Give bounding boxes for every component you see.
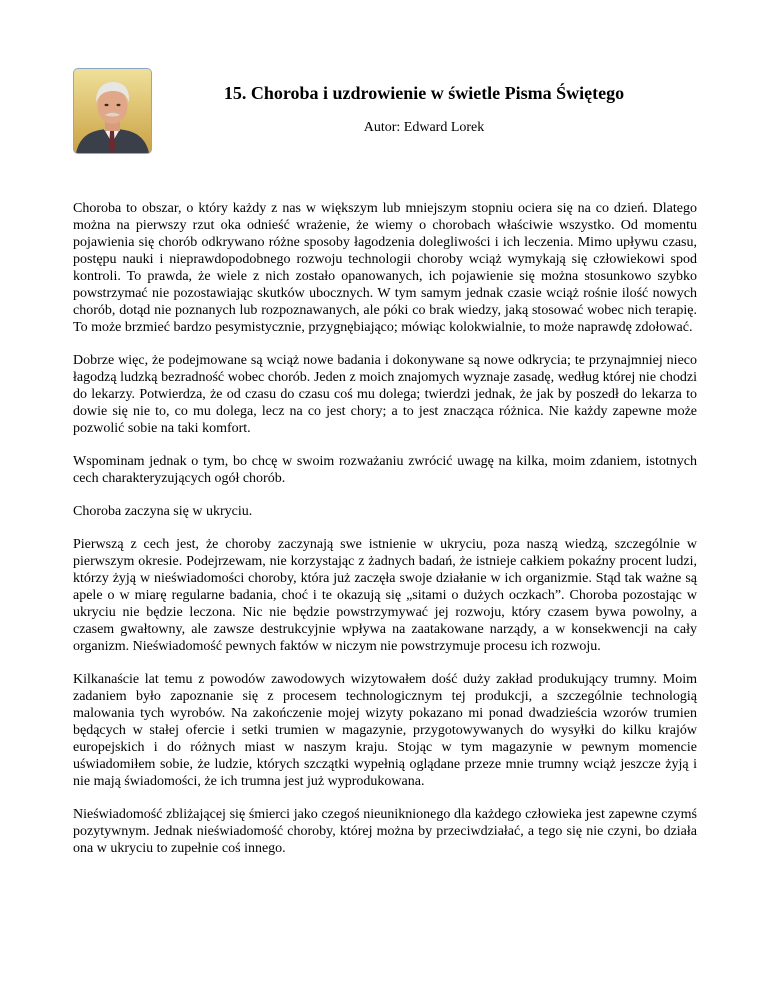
author-portrait (73, 68, 152, 154)
paragraph: Dobrze więc, że podejmowane są wciąż nowe badania i dokonywane są nowe odkrycia; te przynajmniej nieco łagodzą ludzką bezradność wobec chorób. Jeden z moich znajomych wyznaje zasadę, według której nie chodzi do lekarzy. Potwierdza, że od czasu do czasu coś mu dolega; twierdzi jednak, że jak by poszedł do lekarza to dowie się nie to, co mu dolega, lecz na co jest chory; a to jest znacząca różnica. Nie każdy zapewne może pozwolić sobie na taki komfort. (73, 353, 697, 436)
author-line: Autor: Edward Lorek (363, 120, 485, 135)
paragraph: Wspominam jednak o tym, bo chcę w swoim rozważaniu zwrócić uwagę na kilka, moim zdaniem, istotnych cech charakteryzujących ogół chorób. (73, 454, 697, 486)
paragraph: Nieświadomość zbliżającej się śmierci jako czegoś nieuniknionego dla każdego człowieka jest zapewne czymś pozytywnym. Jednak nieświadomość choroby, której można by przeciwdziałać, a tego się nie czyni, bo działa ona w ukryciu to zupełnie coś innego. (73, 807, 697, 856)
paragraph: Pierwszą z cech jest, że choroby zaczynają swe istnienie w ukryciu, poza naszą wiedzą, szczególnie w pierwszym okresie. Podejrzewam, nie korzystając z żadnych badań, że istnieje całkiem pokaźny procent ludzi, którzy żyją w nieświadomości choroby, która już zaczęła swoje działanie w ich organizmie. Stąd tak ważne są apele o w miarę regularne badania, choć i te okazują się „sitami o dużych oczkach”. Choroba pozostając w ukryciu nie będzie leczona. Nic nie będzie powstrzymywać jej rozwoju, który czasem bywa powolny, a czasem gwałtowny, ale zawsze destrukcyjnie wpływa na zaatakowane narządy, a w konsekwencji na cały organizm. Nieświadomość pewnych faktów w niczym nie powstrzymuje procesu ich rozwoju. (73, 537, 697, 654)
paragraph: Choroba to obszar, o który każdy z nas w większym lub mniejszym stopniu ociera się na co dzień. Dlatego można na pierwszy rzut oka odnieść wrażenie, że wiemy o chorobach właściwie wszystko. Od momentu pojawienia się chorób odkrywano różne sposoby łagodzenia dolegliwości i ich leczenia. Mimo upływu czasu, postępu nauki i nieprawdopodobnego rozwoju technologii choroby wciąż wymykają się człowiekowi spod kontroli. To prawda, że wiele z nich zostało opanowanych, ich pojawienie się można stosunkowo szybko powstrzymać nie pozostawiając skutków ubocznych. W tym samym jednak czasie wciąż rośnie ilość nowych chorób, dotąd nie poznanych lub rozpoznawanych, ale póki co brak wiedzy, jaką stosować wobec nich terapię. To może brzmieć bardzo pesymistycznie, przygnębiająco; mówiąc kolokwialnie, to może naprawdę zdołować. (73, 201, 697, 335)
paragraph: Kilkanaście lat temu z powodów zawodowych wizytowałem dość duży zakład produkujący trumny. Moim zadaniem było zapoznanie się z procesem technologicznym tej produkcji, a szczególnie technologią malowania tych wyrobów. Na zakończenie mojej wizyty pokazano mi ponad dwadzieścia wzorów trumien będących w stałej ofercie i setki trumien w magazynie, przygotowywanych do wysyłki do kilku krajów europejskich i do różnych miast w naszym kraju. Stojąc w tym magazynie w pewnym momencie uświadomiłem sobie, że ludzie, których szczątki wypełnią oglądane przeze mnie trumny wciąż jeszcze żyją i nie mają świadomości, że ich trumna jest już wyprodukowana. (73, 672, 697, 789)
section-heading: Choroba zaczyna się w ukryciu. (73, 504, 253, 519)
page-title: 15. Choroba i uzdrowienie w świetle Pisma Świętego (223, 83, 625, 103)
article-body (73, 200, 697, 873)
author-portrait-image (74, 69, 151, 153)
